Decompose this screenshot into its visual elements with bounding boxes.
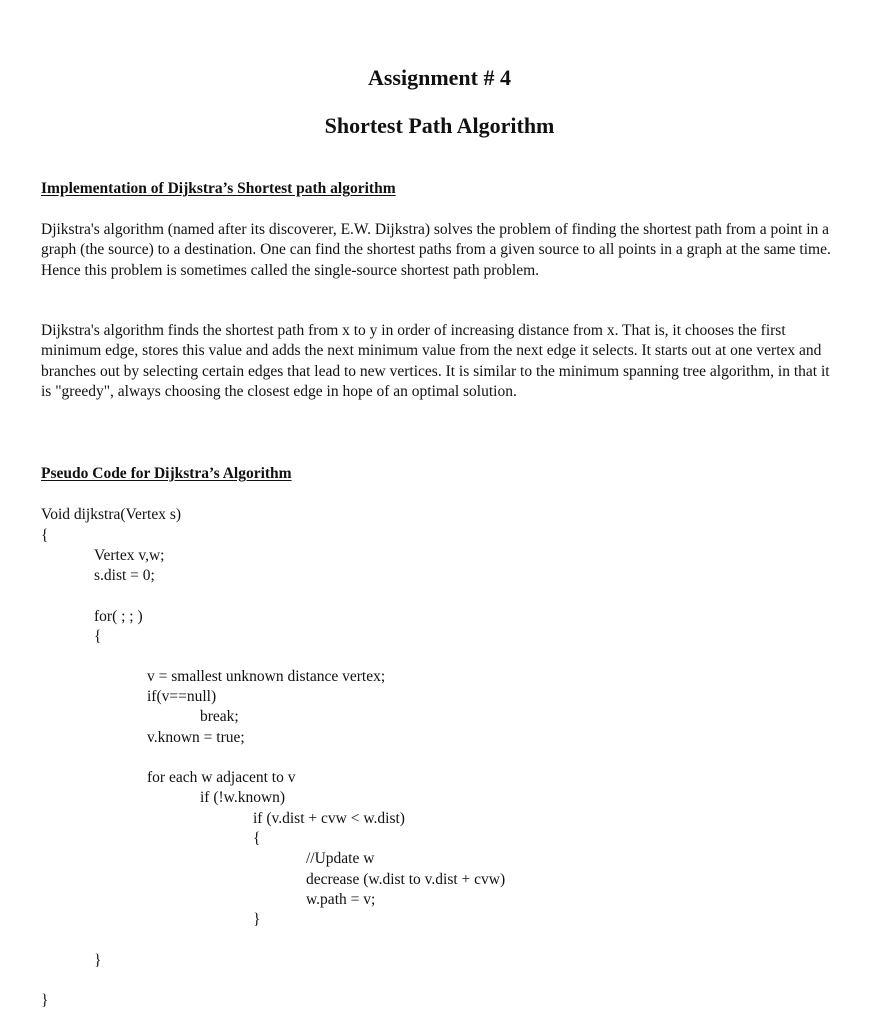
code-line: } [41,992,49,1009]
code-line: Void dijkstra(Vertex s) [41,506,182,523]
document-subtitle: Shortest Path Algorithm [324,113,555,138]
code-line: { [253,830,261,847]
code-line: //Update w [306,850,375,867]
code-line: decrease (w.dist to v.dist + cvw) [306,871,506,888]
assignment-title: Assignment # 4 [367,65,511,90]
paragraph-description: Dijkstra's algorithm finds the shortest path from x to y in order of increasing distance from x. That is, it chooses the first minimum edge, stores this value and adds the next minimum value from the next edge it selects. It starts out at one vertex and branches out by selecting certain edges that lead to new vertices. It is similar to the minimum spanning tree algorithm, in that it is "greedy", always choosing the closest edge in hope of an optimal solution. [41,322,830,400]
code-line: } [94,952,102,969]
paragraph-intro: Djikstra's algorithm (named after its discoverer, E.W. Dijkstra) solves the problem of finding the shortest path from a point in a graph (the source) to a destination. One can find the shortest paths from a given source to all points in a graph at the same time. Hence this problem is sometimes called the single-source shortest path problem. [41,221,831,279]
section-heading-implementation: Implementation of Dijkstra’s Shortest path algorithm [41,180,396,197]
section-heading-pseudocode: Pseudo Code for Dijkstra’s Algorithm [41,465,292,482]
code-line: v = smallest unknown distance vertex; [147,668,386,685]
code-line: w.path = v; [306,891,376,908]
code-line: } [253,911,261,928]
code-line: { [94,628,102,645]
code-line: if (v.dist + cvw < w.dist) [253,810,405,827]
code-line: v.known = true; [147,729,245,746]
code-line: for each w adjacent to v [147,769,296,786]
code-line: if(v==null) [147,688,217,705]
code-line: s.dist = 0; [94,567,155,584]
code-line: Vertex v,w; [94,547,165,564]
code-line: if (!w.known) [200,789,286,806]
code-line: for( ; ; ) [94,608,143,625]
code-line: { [41,527,49,544]
code-line: break; [200,708,239,725]
